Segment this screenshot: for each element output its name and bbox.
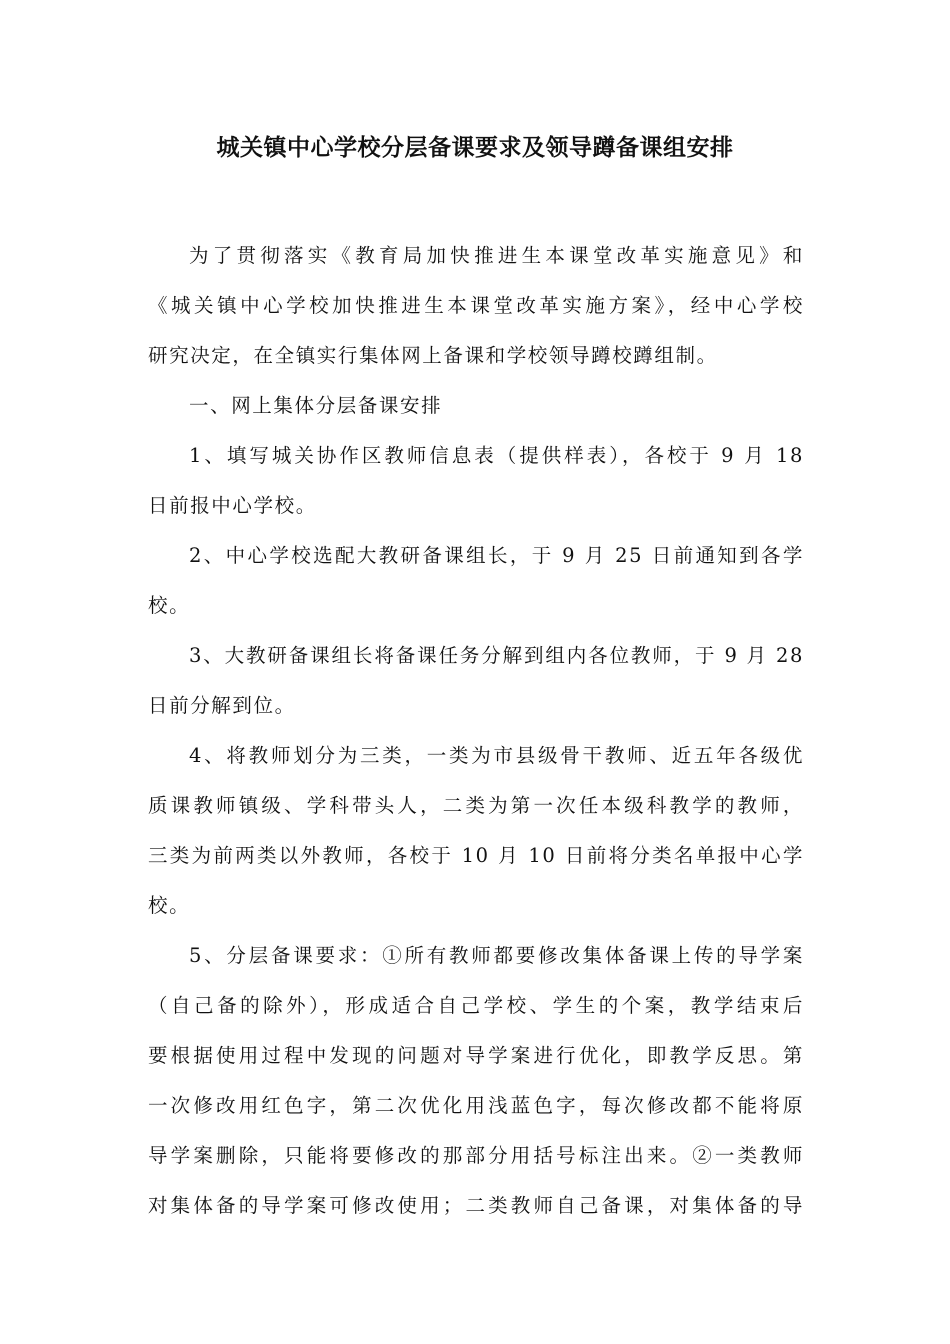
text-line: 5、分层备课要求：①所有教师都要修改集体备课上传的导学案 xyxy=(189,944,804,967)
text-line: 4、将教师划分为三类，一类为市县级骨干教师、近五年各级优 xyxy=(189,744,804,767)
text-line: 质课教师镇级、学科带头人，二类为第一次任本级科教学的教师， xyxy=(148,794,804,817)
text-line: 一、网上集体分层备课安排 xyxy=(189,394,443,417)
text-line: 校。 xyxy=(148,894,191,917)
text-line: 为了贯彻落实《教育局加快推进生本课堂改革实施意见》和 xyxy=(189,244,804,267)
text-line: （自己备的除外），形成适合自己学校、学生的个案，教学结束后 xyxy=(148,994,804,1017)
section-heading xyxy=(148,381,804,431)
list-item xyxy=(148,631,804,731)
text-line: 三类为前两类以外教师，各校于 10 月 10 日前将分类名单报中心学 xyxy=(148,844,804,867)
text-line: 3、大教研备课组长将备课任务分解到组内各位教师，于 9 月 28 xyxy=(189,644,804,667)
list-item xyxy=(148,531,804,631)
document-title: 城关镇中心学校分层备课要求及领导蹲备课组安排 xyxy=(216,135,734,161)
list-item xyxy=(148,731,804,931)
list-item xyxy=(148,431,804,531)
document-body xyxy=(148,231,804,1231)
text-line: 校。 xyxy=(148,594,191,617)
text-line: 研究决定，在全镇实行集体网上备课和学校领导蹲校蹲组制。 xyxy=(148,344,718,367)
text-line: 导学案删除，只能将要修改的那部分用括号标注出来。②一类教师 xyxy=(148,1144,804,1167)
text-line: 对集体备的导学案可修改使用；二类教师自己备课，对集体备的导 xyxy=(148,1194,804,1217)
text-line: 2、中心学校选配大教研备课组长，于 9 月 25 日前通知到各学 xyxy=(189,544,804,567)
paragraph-intro xyxy=(148,231,804,381)
text-line: 日前分解到位。 xyxy=(148,694,296,717)
text-line: 要根据使用过程中发现的问题对导学案进行优化，即教学反思。第 xyxy=(148,1044,804,1067)
text-line: 一次修改用红色字，第二次优化用浅蓝色字，每次修改都不能将原 xyxy=(148,1094,804,1117)
text-line: 1、填写城关协作区教师信息表（提供样表），各校于 9 月 18 xyxy=(189,444,804,467)
text-line: 日前报中心学校。 xyxy=(148,494,317,517)
list-item xyxy=(148,931,804,1231)
text-line: 《城关镇中心学校加快推进生本课堂改革实施方案》，经中心学校 xyxy=(148,294,804,317)
